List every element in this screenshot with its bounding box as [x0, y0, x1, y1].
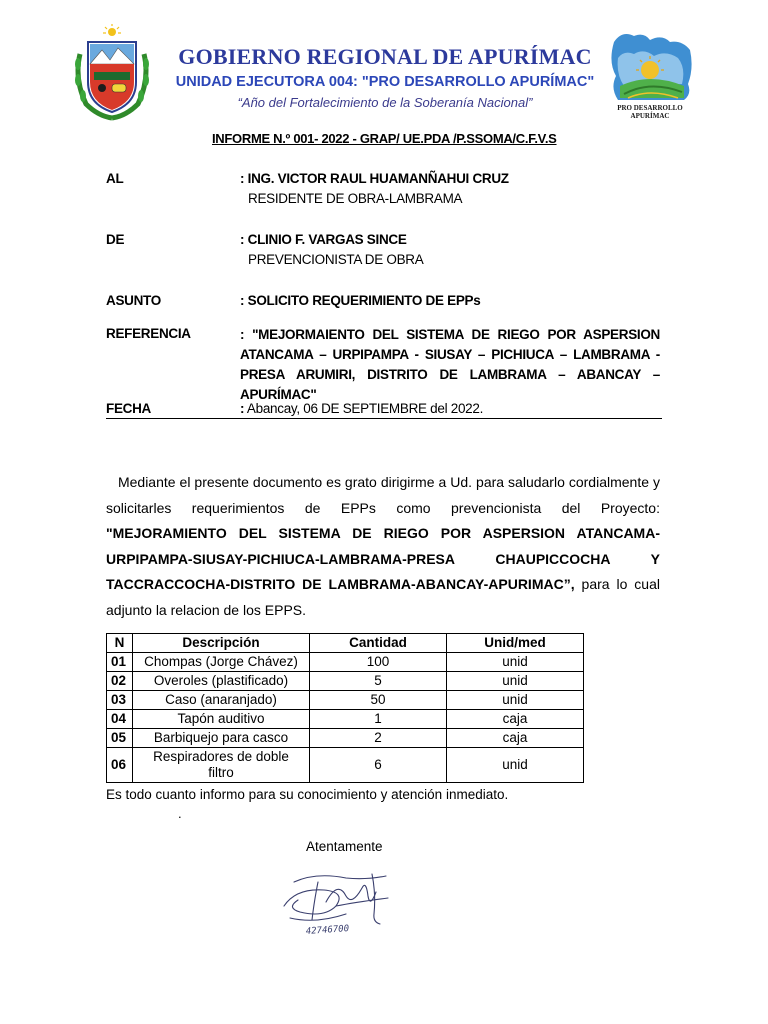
- table-row: [107, 748, 584, 783]
- row-quantity: 1: [310, 710, 447, 729]
- handwritten-signature: [276, 862, 406, 942]
- referencia-value: : "MEJORMAIENTO DEL SISTEMA DE RIEGO POR ASPERSION ATANCAMA – URPIPAMPA - SIUSAY – PICHIUCA – LAMBRAMA -PRESA ARUMIRI, DISTRITO DE LAMBRAMA – ABANCAY – APURÍMAC": [240, 327, 660, 402]
- body-line-1: Mediante el presente documento es grato dirigirme a Ud. para saludarlo cordialmente y: [106, 474, 660, 490]
- body-line-6: adjunto la relacion de los EPPS.: [106, 601, 307, 618]
- row-quantity: 100: [310, 653, 447, 672]
- row-number: 05: [107, 729, 133, 748]
- table-header-row: [107, 634, 584, 653]
- header-unidad: Unid/med: [447, 634, 584, 653]
- row-quantity: 2: [310, 729, 447, 748]
- row-quantity: 5: [310, 672, 447, 691]
- row-description: Barbiquejo para casco: [133, 729, 310, 748]
- row-unit: caja: [447, 710, 584, 729]
- informe-number: INFORME N.º 001- 2022 - GRAP/ UE.PDA /P.SSOMA/C.F.V.S: [212, 131, 557, 146]
- header-descripcion: Descripción: [133, 634, 310, 653]
- row-description: Chompas (Jorge Chávez): [133, 653, 310, 672]
- letterhead-subtitle: UNIDAD EJECUTORA 004: "PRO DESARROLLO APURÍMAC": [175, 74, 595, 90]
- table-row: [107, 710, 584, 729]
- de-label: DE: [106, 232, 125, 247]
- regional-crest-logo: [72, 24, 152, 122]
- table-row: [107, 653, 584, 672]
- header-n: N: [107, 634, 133, 653]
- row-description: Overoles (plastificado): [133, 672, 310, 691]
- al-role: RESIDENTE DE OBRA-LAMBRAMA: [248, 191, 463, 206]
- epp-table: [106, 633, 584, 783]
- asunto-value: : SOLICITO REQUERIMIENTO DE EPPs: [240, 293, 481, 308]
- row-unit: unid: [447, 691, 584, 710]
- signature-number: 42746700: [305, 923, 350, 937]
- fecha-colon: :: [240, 401, 245, 416]
- fecha-label: FECHA: [106, 401, 151, 416]
- de-name: : CLINIO F. VARGAS SINCE: [240, 232, 407, 247]
- row-unit: unid: [447, 672, 584, 691]
- row-description: Caso (anaranjado): [133, 691, 310, 710]
- regards-text: Atentamente: [306, 839, 383, 854]
- body-line-2: solicitarles requerimientos de EPPs como prevencionista del Proyecto:: [106, 499, 660, 516]
- body-line-4: URPIPAMPA-SIUSAY-PICHIUCA-LAMBRAMA-PRESA CHAUPICCOCHA Y: [106, 550, 660, 567]
- row-number: 03: [107, 691, 133, 710]
- body-line-5-rest: para lo cual: [574, 576, 660, 592]
- row-unit: caja: [447, 729, 584, 748]
- table-row: [107, 729, 584, 748]
- logo-caption-line1: PRO DESARROLLO: [617, 104, 683, 112]
- letterhead-motto: “Año del Fortalecimiento de la Soberanía Nacional”: [237, 95, 533, 110]
- fecha-text: Abancay, 06 DE SEPTIEMBRE del 2022.: [244, 401, 484, 416]
- asunto-label: ASUNTO: [106, 293, 161, 308]
- row-quantity: 50: [310, 691, 447, 710]
- fecha-value: [240, 401, 483, 416]
- al-label: AL: [106, 171, 124, 186]
- letterhead-title: GOBIERNO REGIONAL DE APURÍMAC: [178, 44, 592, 69]
- logo-caption: [604, 104, 696, 120]
- row-number: 06: [107, 748, 133, 783]
- row-number: 01: [107, 653, 133, 672]
- stray-dot: .: [178, 806, 182, 821]
- de-role: PREVENCIONISTA DE OBRA: [248, 252, 424, 267]
- logo-caption-line2: APURÍMAC: [630, 112, 670, 120]
- body-line-5: [106, 572, 660, 598]
- closing-text: Es todo cuanto informo para su conocimiento y atención inmediato.: [106, 787, 509, 802]
- row-number: 02: [107, 672, 133, 691]
- table-row: [107, 691, 584, 710]
- body-line-3: "MEJORAMIENTO DEL SISTEMA DE RIEGO POR ASPERSION ATANCAMA-: [106, 525, 660, 541]
- referencia-label: REFERENCIA: [106, 326, 191, 341]
- row-description: Respiradores de doble filtro: [133, 748, 310, 783]
- body-line-5-bold: TACCRACCOCHA-DISTRITO DE LAMBRAMA-ABANCAY-APURIMAC”,: [106, 576, 575, 592]
- al-name: : ING. VICTOR RAUL HUAMANÑAHUI CRUZ: [240, 171, 509, 186]
- row-unit: unid: [447, 748, 584, 783]
- row-description: Tapón auditivo: [133, 710, 310, 729]
- row-number: 04: [107, 710, 133, 729]
- row-unit: unid: [447, 653, 584, 672]
- table-row: [107, 672, 584, 691]
- row-quantity: 6: [310, 748, 447, 783]
- body-paragraph: [106, 470, 660, 623]
- header-divider: [106, 418, 662, 419]
- header-cantidad: Cantidad: [310, 634, 447, 653]
